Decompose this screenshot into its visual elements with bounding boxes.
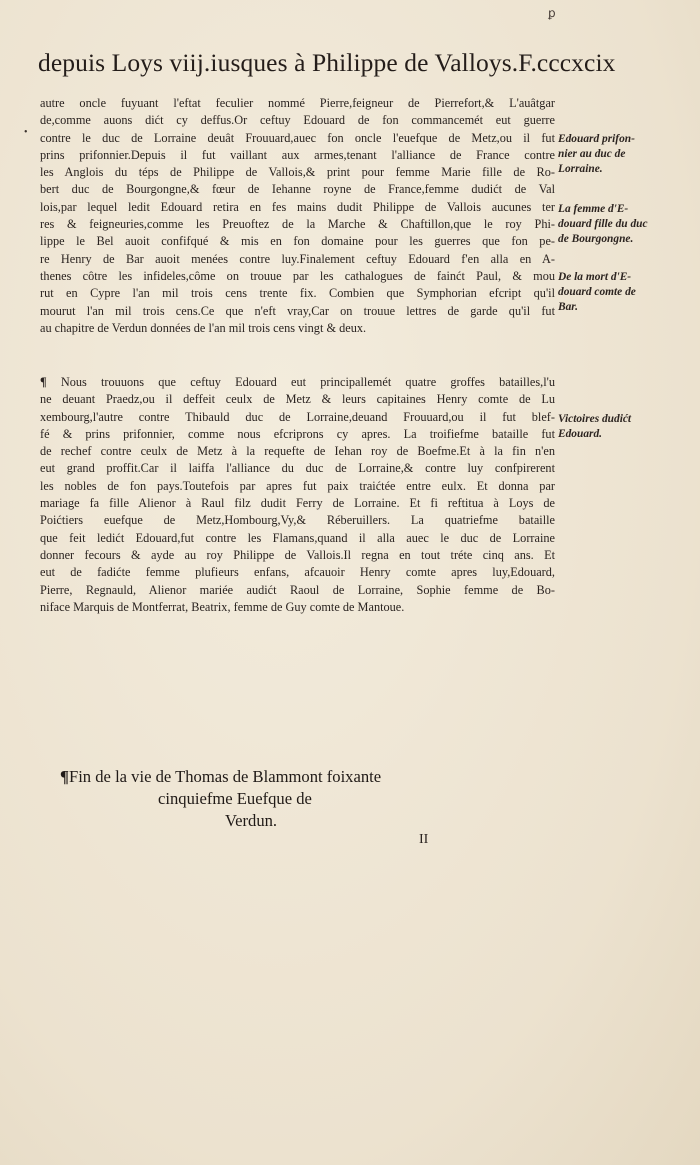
text-line: res & feigneuries,comme les Preuoftez de la Marche & Chaftillon,que le roy Phi- — [40, 217, 555, 232]
margin-note-line: nier au duc de — [558, 148, 626, 160]
text-line: niface Marquis de Montferrat, Beatrix, femme de Guy comte de Mantoue. — [40, 599, 405, 614]
text-line: au chapitre de Verdun données de l'an mil trois cens vingt & deux. — [40, 320, 367, 335]
paragraph-edouard-battles — [40, 374, 555, 616]
closing-line — [60, 766, 480, 788]
text-line: de rechef contre ceulx de Metz à la requefte de Iehan roy de Boefme.Et à la fin n'en — [40, 444, 555, 459]
margin-note-death — [558, 270, 658, 315]
margin-note-line: Victoires dudićt — [558, 413, 632, 425]
text-line: contre le duc de Lorraine deuât Frouuard,auec fon oncle l'euefque de Metz,ou il fut — [40, 130, 555, 145]
closing-line: Verdun. — [225, 811, 278, 830]
running-title: depuis Loys viij.iusques à Philippe de Valloys.F.cccxcix — [38, 48, 616, 77]
text-line: ne deuant Praedz,ou il deffeit ceulx de Metz & leurs capitaines Henry comte de Lu — [40, 392, 555, 407]
text-line: de,comme auons dićt cy deffus.Or ceftuy Edouard de fon commancemét eut guerre — [40, 113, 555, 128]
text-line: mariage fa fille Alienor à Raul filz dudit Ferry de Lorraine. Et fi reftitua à Loys de — [40, 496, 555, 511]
margin-note-line: douard fille du duc — [558, 218, 648, 230]
text-line: donner fecours & ayde au roy Philippe de Vallois.Il regna en tout tréte cinq ans. Et — [40, 547, 555, 562]
text-line: re Henry de Bar auoit menées contre luy.Finalement ceftuy Edouard f'en alla en A- — [40, 251, 555, 266]
text-line: Poićtiers euefque de Metz,Hombourg,Vy,& Réberuillers. La quatriefme bataille — [40, 513, 555, 528]
closing-line: cinquiefme Euefque de — [158, 789, 312, 808]
text-line: fé & prins prifonnier, comme nous efcriprons cy apres. La troifiefme bataille fut — [40, 426, 555, 441]
corner-mark: ꝑ — [548, 6, 556, 20]
margin-note-wife — [558, 202, 658, 247]
margin-note-line: La femme d'E- — [558, 203, 629, 215]
text-line: rut en Cypre l'an mil trois cens trente fix. Combien que Symphorian efcript qu'il — [40, 286, 555, 301]
margin-note-line: de Bourgongne. — [558, 233, 634, 245]
text-line: les Anglois du téps de Philippe de Vallois,& print pour femme Marie fille de Ro- — [40, 165, 555, 180]
text-segment: Nous trouuons que ceftuy Edouard eut principallemét quatre groffes batailles,l'u — [46, 375, 555, 389]
text-line: thenes côtre les infideles,côme on trouue par les cathalogues de fainćt Paul, & mou — [40, 268, 555, 283]
margin-note-line: Lorraine. — [558, 163, 603, 175]
margin-note-line: Bar. — [558, 301, 578, 313]
text-line: lois,par lequel ledit Edouard retira en fes mains dudit Philippe de Vallois aucunes ter — [40, 199, 555, 214]
text-line: les nobles de fon pays.Toutefois par apres fut paix traićtée entre eulx. Et donna par — [40, 478, 555, 493]
closing-text: Fin de la vie de Thomas de Blammont foixante — [68, 767, 382, 786]
text-line: lippe le Bel auoit confifqué & mis en fon domaine pour les guerres que fon pe- — [40, 234, 555, 249]
text-line: prins prifonnier.Depuis il fut vaillant aux armes,tenant l'alliance de France contre — [40, 147, 555, 162]
closing-explicit — [60, 766, 480, 832]
text-line: eut grand proffit.Car il laiffa l'alliance du duc de Lorraine,& contre luy confpirerent — [40, 461, 555, 476]
paragraph-edouard-life — [40, 95, 555, 337]
pilcrow-mark: ¶ — [40, 375, 47, 389]
text-line: que feit ledićt Edouard,fut contre les Flamans,quand il alla auec le duc de Lorraine — [40, 530, 555, 545]
margin-note-line: douard comte de — [558, 286, 636, 298]
signature-mark: II — [419, 832, 429, 847]
text-line: xembourg,l'autre contre Thibauld duc de Lorraine,deuand Frouuard,ou il fut blef- — [40, 409, 555, 424]
text-line: autre oncle fuyuant l'eftat feculier nommé Pierre,feigneur de Pierrefort,& L'auâtgar — [40, 96, 555, 110]
margin-note-prisoner — [558, 132, 658, 177]
margin-note-victories — [558, 412, 658, 442]
margin-note-line: De la mort d'E- — [558, 271, 632, 283]
text-line: mourut l'an mil trois cens.Ce que n'eft vray,Car on trouue lettres de garde qu'il fut — [40, 303, 555, 318]
text-line — [40, 374, 555, 391]
margin-bullet-mark: • — [24, 127, 28, 138]
margin-note-line: Edouard. — [558, 428, 602, 440]
text-line: eut de fadićte femme plufieurs enfans, afcauoir Henry comte apres luy,Edouard, — [40, 565, 555, 580]
pilcrow-mark: ¶ — [60, 767, 69, 786]
text-line: bert duc de Bourgongne,& fœur de Iehanne royne de France,femme dudićt de Val — [40, 182, 555, 197]
text-line: Pierre, Regnauld, Alienor mariée audićt Raoul de Lorraine, Sophie femme de Bo- — [40, 582, 555, 597]
margin-note-line: Edouard prifon- — [558, 133, 635, 145]
